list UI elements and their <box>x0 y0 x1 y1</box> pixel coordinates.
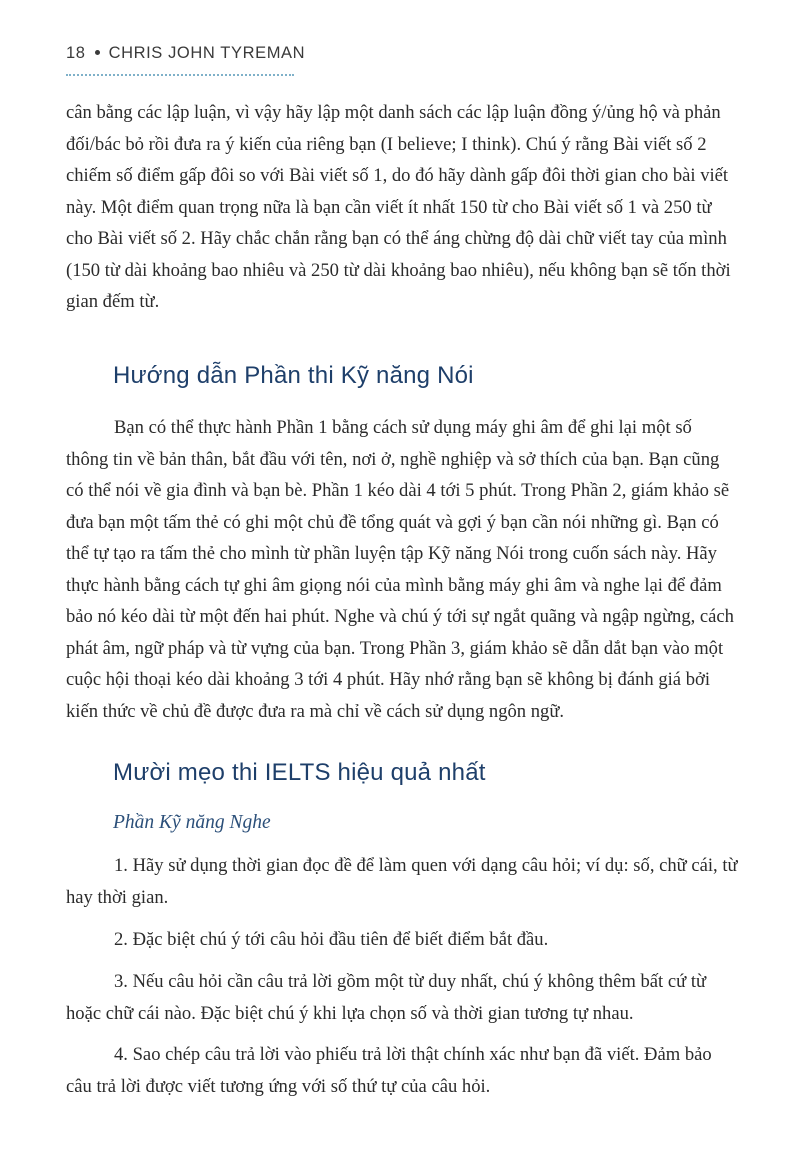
running-head <box>66 44 305 63</box>
listening-subheading: Phần Kỹ năng Nghe <box>113 812 271 833</box>
author-name: CHRIS JOHN TYREMAN <box>108 44 306 62</box>
tips-section-heading: Mười mẹo thi IELTS hiệu quả nhất <box>113 759 486 786</box>
tip-item-2: 2. Đặc biệt chú ý tới câu hỏi đầu tiên để biết điểm bắt đầu. <box>114 929 549 950</box>
header-dotted-rule <box>66 74 294 76</box>
speaking-section-heading: Hướng dẫn Phần thi Kỹ năng Nói <box>113 362 474 389</box>
page-number: 18 <box>66 44 86 62</box>
tip-item-4: 4. Sao chép câu trả lời vào phiếu trả lời thật chính xác như bạn đã viết. Đảm bảo câu trả lời được viết tương ứng với số thứ tự của câu hỏi. <box>66 1044 712 1097</box>
tip-item-1: 1. Hãy sử dụng thời gian đọc đề để làm quen với dạng câu hỏi; ví dụ: số, chữ cái, từ hay thời gian. <box>66 855 738 908</box>
bullet-separator-icon <box>95 50 100 55</box>
speaking-section-body: Bạn có thể thực hành Phần 1 bằng cách sử dụng máy ghi âm để ghi lại một số thông tin về bản thân, bắt đầu với tên, nơi ở, nghề nghiệp và sở thích của bạn. Bạn cũng có thể nói về gia đình và bạn bè. Phần 1 kéo dài 4 tới 5 phút. Trong Phần 2, giám khảo sẽ đưa bạn một tấm thẻ có ghi một chủ đề tổng quát và gợi ý bạn cần nói những gì. Bạn có thể tự tạo ra tấm thẻ cho mình từ phần luyện tập Kỹ năng Nói trong cuốn sách này. Hãy thực hành bằng cách tự ghi âm giọng nói của mình bằng máy ghi âm và nghe lại để đảm bảo nó kéo dài từ một đến hai phút. Nghe và chú ý tới sự ngắt quãng và ngập ngừng, cách phát âm, ngữ pháp và từ vựng của bạn. Trong Phần 3, giám khảo sẽ dẫn dắt bạn vào một cuộc hội thoại kéo dài khoảng 3 tới 4 phút. Hãy nhớ rằng bạn sẽ không bị đánh giá bởi kiến thức về chủ đề được đưa ra mà chỉ về cách sử dụng ngôn ngữ. <box>66 417 734 722</box>
intro-paragraph: cân bằng các lập luận, vì vậy hãy lập một danh sách các lập luận đồng ý/ủng hộ và phản đối/bác bỏ rồi đưa ra ý kiến của riêng bạn (I believe; I think). Chú ý rằng Bài viết số 2 chiếm số điểm gấp đôi so với Bài viết số 1, do đó hãy dành gấp đôi thời gian cho bài viết này. Một điểm quan trọng nữa là bạn cần viết ít nhất 150 từ cho Bài viết số 1 và 250 từ cho Bài viết số 2. Hãy chắc chắn rằng bạn có thể áng chừng độ dài chữ viết tay của mình (150 từ dài khoảng bao nhiêu và 250 từ dài khoảng bao nhiêu), nếu không bạn sẽ tốn thời gian đếm từ. <box>66 102 731 312</box>
tip-item-3: 3. Nếu câu hỏi cần câu trả lời gồm một từ duy nhất, chú ý không thêm bất cứ từ hoặc chữ cái nào. Đặc biệt chú ý khi lựa chọn số và thời gian tương tự nhau. <box>66 971 707 1024</box>
